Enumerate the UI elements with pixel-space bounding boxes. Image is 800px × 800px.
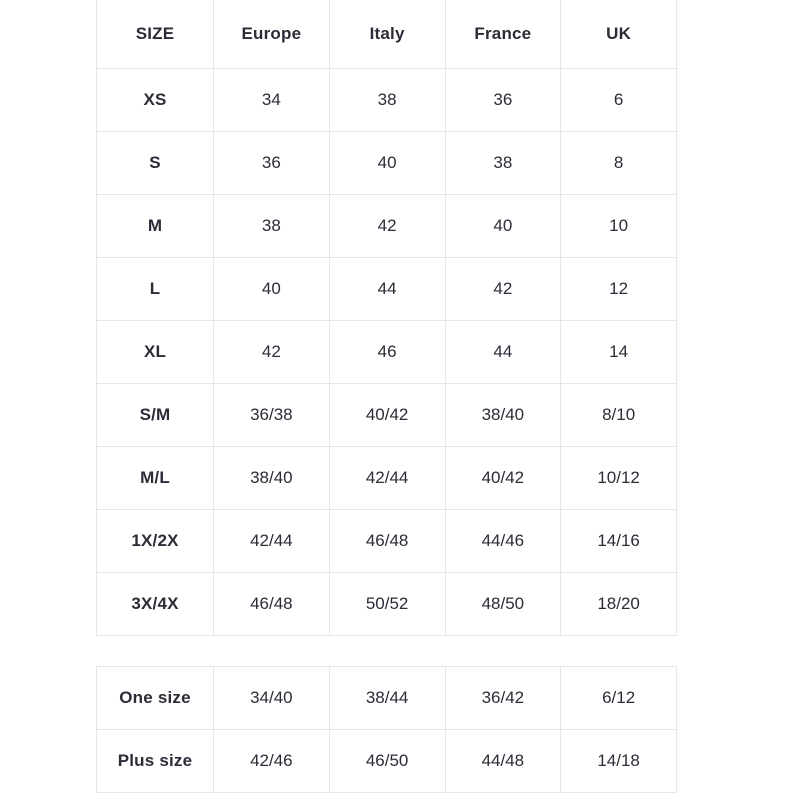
cell-europe: 42 <box>214 321 330 384</box>
table-body <box>97 69 677 636</box>
cell-uk: 10 <box>561 195 677 258</box>
cell-uk: 14/18 <box>561 730 677 793</box>
size-conversion-table-container <box>96 0 676 636</box>
table-header-row <box>97 0 677 69</box>
cell-uk: 12 <box>561 258 677 321</box>
cell-europe: 36 <box>214 132 330 195</box>
table-row <box>97 384 677 447</box>
cell-italy: 50/52 <box>329 573 445 636</box>
cell-france: 36 <box>445 69 561 132</box>
cell-europe: 34 <box>214 69 330 132</box>
cell-europe: 42/44 <box>214 510 330 573</box>
cell-france: 38/40 <box>445 384 561 447</box>
cell-europe: 38 <box>214 195 330 258</box>
cell-uk: 6 <box>561 69 677 132</box>
cell-europe: 40 <box>214 258 330 321</box>
cell-france: 38 <box>445 132 561 195</box>
general-size-table-container <box>96 666 676 793</box>
cell-europe: 38/40 <box>214 447 330 510</box>
general-size-table <box>96 666 677 793</box>
cell-france: 36/42 <box>445 667 561 730</box>
cell-europe: 46/48 <box>214 573 330 636</box>
table-row <box>97 258 677 321</box>
cell-france: 44/46 <box>445 510 561 573</box>
table-row <box>97 730 677 793</box>
cell-size-label: S <box>97 132 214 195</box>
cell-france: 44 <box>445 321 561 384</box>
cell-uk: 8 <box>561 132 677 195</box>
cell-uk: 8/10 <box>561 384 677 447</box>
table-row <box>97 132 677 195</box>
table-row <box>97 69 677 132</box>
cell-italy: 46/48 <box>329 510 445 573</box>
cell-italy: 40 <box>329 132 445 195</box>
cell-italy: 42/44 <box>329 447 445 510</box>
cell-size-label: L <box>97 258 214 321</box>
table-row <box>97 667 677 730</box>
cell-uk: 14/16 <box>561 510 677 573</box>
cell-france: 42 <box>445 258 561 321</box>
size-conversion-table <box>96 0 677 636</box>
cell-size-label: XS <box>97 69 214 132</box>
column-header-europe: Europe <box>214 0 330 69</box>
cell-france: 44/48 <box>445 730 561 793</box>
cell-italy: 46 <box>329 321 445 384</box>
cell-size-label: Plus size <box>97 730 214 793</box>
column-header-italy: Italy <box>329 0 445 69</box>
cell-europe: 34/40 <box>214 667 330 730</box>
table-body <box>97 667 677 793</box>
table-header <box>97 0 677 69</box>
cell-uk: 14 <box>561 321 677 384</box>
cell-size-label: M <box>97 195 214 258</box>
table-row <box>97 321 677 384</box>
cell-size-label: XL <box>97 321 214 384</box>
table-row <box>97 195 677 258</box>
column-header-france: France <box>445 0 561 69</box>
cell-europe: 36/38 <box>214 384 330 447</box>
cell-italy: 38 <box>329 69 445 132</box>
cell-uk: 10/12 <box>561 447 677 510</box>
cell-uk: 18/20 <box>561 573 677 636</box>
cell-france: 48/50 <box>445 573 561 636</box>
cell-size-label: 3X/4X <box>97 573 214 636</box>
table-row <box>97 447 677 510</box>
cell-italy: 38/44 <box>329 667 445 730</box>
column-header-uk: UK <box>561 0 677 69</box>
cell-uk: 6/12 <box>561 667 677 730</box>
cell-italy: 42 <box>329 195 445 258</box>
cell-italy: 40/42 <box>329 384 445 447</box>
cell-italy: 44 <box>329 258 445 321</box>
cell-size-label: 1X/2X <box>97 510 214 573</box>
cell-size-label: S/M <box>97 384 214 447</box>
table-row <box>97 510 677 573</box>
cell-france: 40 <box>445 195 561 258</box>
cell-size-label: M/L <box>97 447 214 510</box>
cell-europe: 42/46 <box>214 730 330 793</box>
cell-france: 40/42 <box>445 447 561 510</box>
column-header-size: SIZE <box>97 0 214 69</box>
cell-italy: 46/50 <box>329 730 445 793</box>
table-row <box>97 573 677 636</box>
cell-size-label: One size <box>97 667 214 730</box>
